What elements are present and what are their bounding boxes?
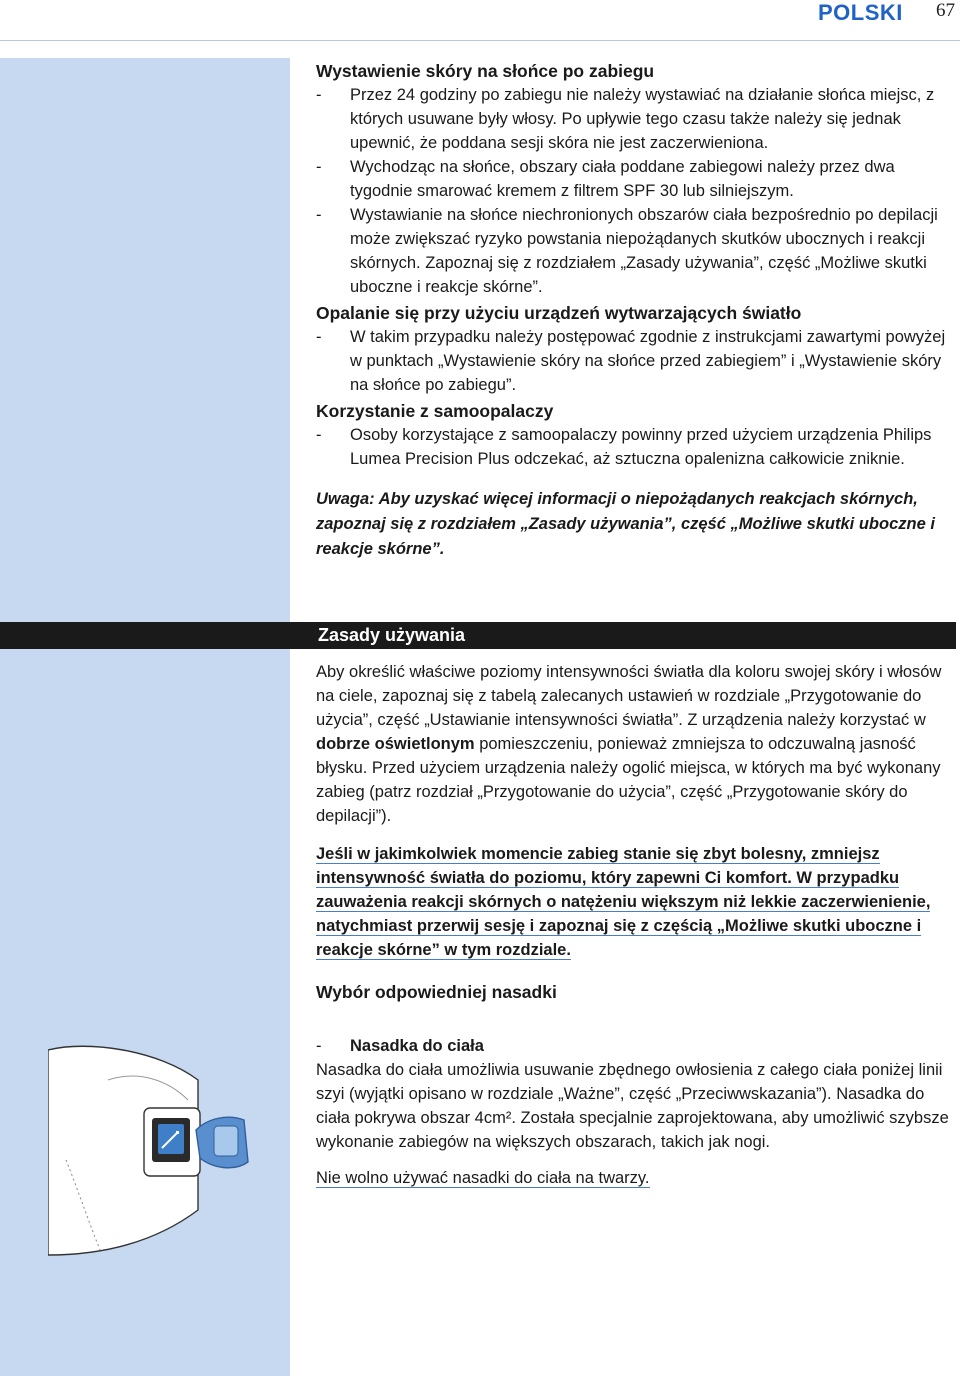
language-label: POLSKI [818,0,903,25]
note-paragraph: Uwaga: Aby uzyskać więcej informacji o niepożądanych reakcjach skórnych, zapoznaj się z rozdziałem „Zasady używania”, część „Możliwe skutki uboczne i reakcje skórne”. [316,490,935,558]
attachment-heading: Wybór odpowiedniej nasadki [316,982,557,1002]
epilator-with-body-attachment-icon [48,1040,288,1260]
attachment-list [316,1034,952,1058]
attachment-warning-text: Nie wolno używać nasadki do ciała na twarzy. [316,1169,650,1187]
sun-after-section [316,59,952,562]
attachment-item-title: Nasadka do ciała [350,1037,484,1055]
list-item: - Wystawianie na słońce niechronionych obszarów ciała bezpośrednio po depilacji może zwiększać ryzyko powstania niepożądanych skutków ubocznych i reakcji skórnych. Zapoznaj się z rozdziałem „Zasady używania”, część „Możliwe skutki uboczne i reakcje skórne”. [316,203,952,299]
list-item [316,1034,952,1058]
tanning-devices-list [316,325,952,397]
sun-after-heading: Wystawienie skóry na słońce po zabiegu [316,61,655,81]
tanning-devices-heading: Opalanie się przy użyciu urządzeń wytwarzających światło [316,303,802,323]
list-item: - Wychodząc na słońce, obszary ciała poddane zabiegowi należy przez dwa tygodnie smarować kremem z filtrem SPF 30 lub silniejszym. [316,155,952,203]
list-item: - Osoby korzystające z samoopalaczy powinny przed użyciem urządzenia Philips Lumea Precision Plus odczekać, aż sztuczna opalenizna całkowicie zniknie. [316,423,952,471]
self-tanners-list [316,423,952,471]
sun-after-list [316,83,952,299]
section-bar [0,622,956,649]
usage-warning-text: Jeśli w jakimkolwiek momencie zabieg stanie się zbyt bolesny, zmniejsz intensywność światła do poziomu, który zapewni Ci komfort. W przypadku zauważenia reakcji skórnych o natężeniu większym niż lekkie zaczerwienienie, natychmiast przerwij sesję i zapoznaj się z częścią „Możliwe skutki uboczne i reakcje skórne” w tym rozdziale. [316,845,931,959]
usage-warning [316,842,952,962]
section-title: Zasady używania [318,625,466,645]
attachment-text: Nasadka do ciała umożliwia usuwanie zbędnego owłosienia z całego ciała poniżej linii szyi (wyjątki opisano w rozdziale „Ważne”, część „Przeciwwskazania”). Nasadka do ciała pokrywa obszar 4cm². Została specjalnie zaprojektowana, aby umożliwić szybsze wykonanie zabiegów na większych obszarach, takich jak nogi. [316,1061,949,1151]
self-tanners-heading: Korzystanie z samoopalaczy [316,401,554,421]
list-item: - Przez 24 godziny po zabiegu nie należy wystawiać na działanie słońca miejsc, z których usuwane były włosy. Po upływie tego czasu także należy się jednak upewnić, że poddana sesji skóra nie jest zaczerwieniona. [316,83,952,155]
page-number: 67 [936,0,955,21]
usage-text-b: pomieszczeniu, ponieważ zmniejsza to odczuwalną jasność błysku. Przed użyciem urządzenia należy ogolić miejsca, w których ma być wykonany zabieg (patrz rozdział „Przygotowanie do użycia”, część „Przygotowanie skóry do depilacji”). [316,735,941,825]
usage-paragraph [316,660,952,828]
usage-text-a: Aby określić właściwe poziomy intensywności światła dla koloru swojej skóry i włosów na ciele, zapoznaj się z tabelą zalecanych ustawień w rozdziale „Przygotowanie do użycia”, część „Ustawianie intensywności światła”. Z urządzenia należy korzystać w [316,663,942,729]
usage-section [316,660,952,1190]
list-item: - W takim przypadku należy postępować zgodnie z instrukcjami zawartymi powyżej w punktach „Wystawienie skóry na słońce przed zabiegiem” i „Wystawienie skóry na słońce po zabiegu”. [316,325,952,397]
header-rule [0,40,960,41]
usage-text-bold: dobrze oświetlonym [316,735,475,753]
attachment-warning [316,1166,952,1190]
